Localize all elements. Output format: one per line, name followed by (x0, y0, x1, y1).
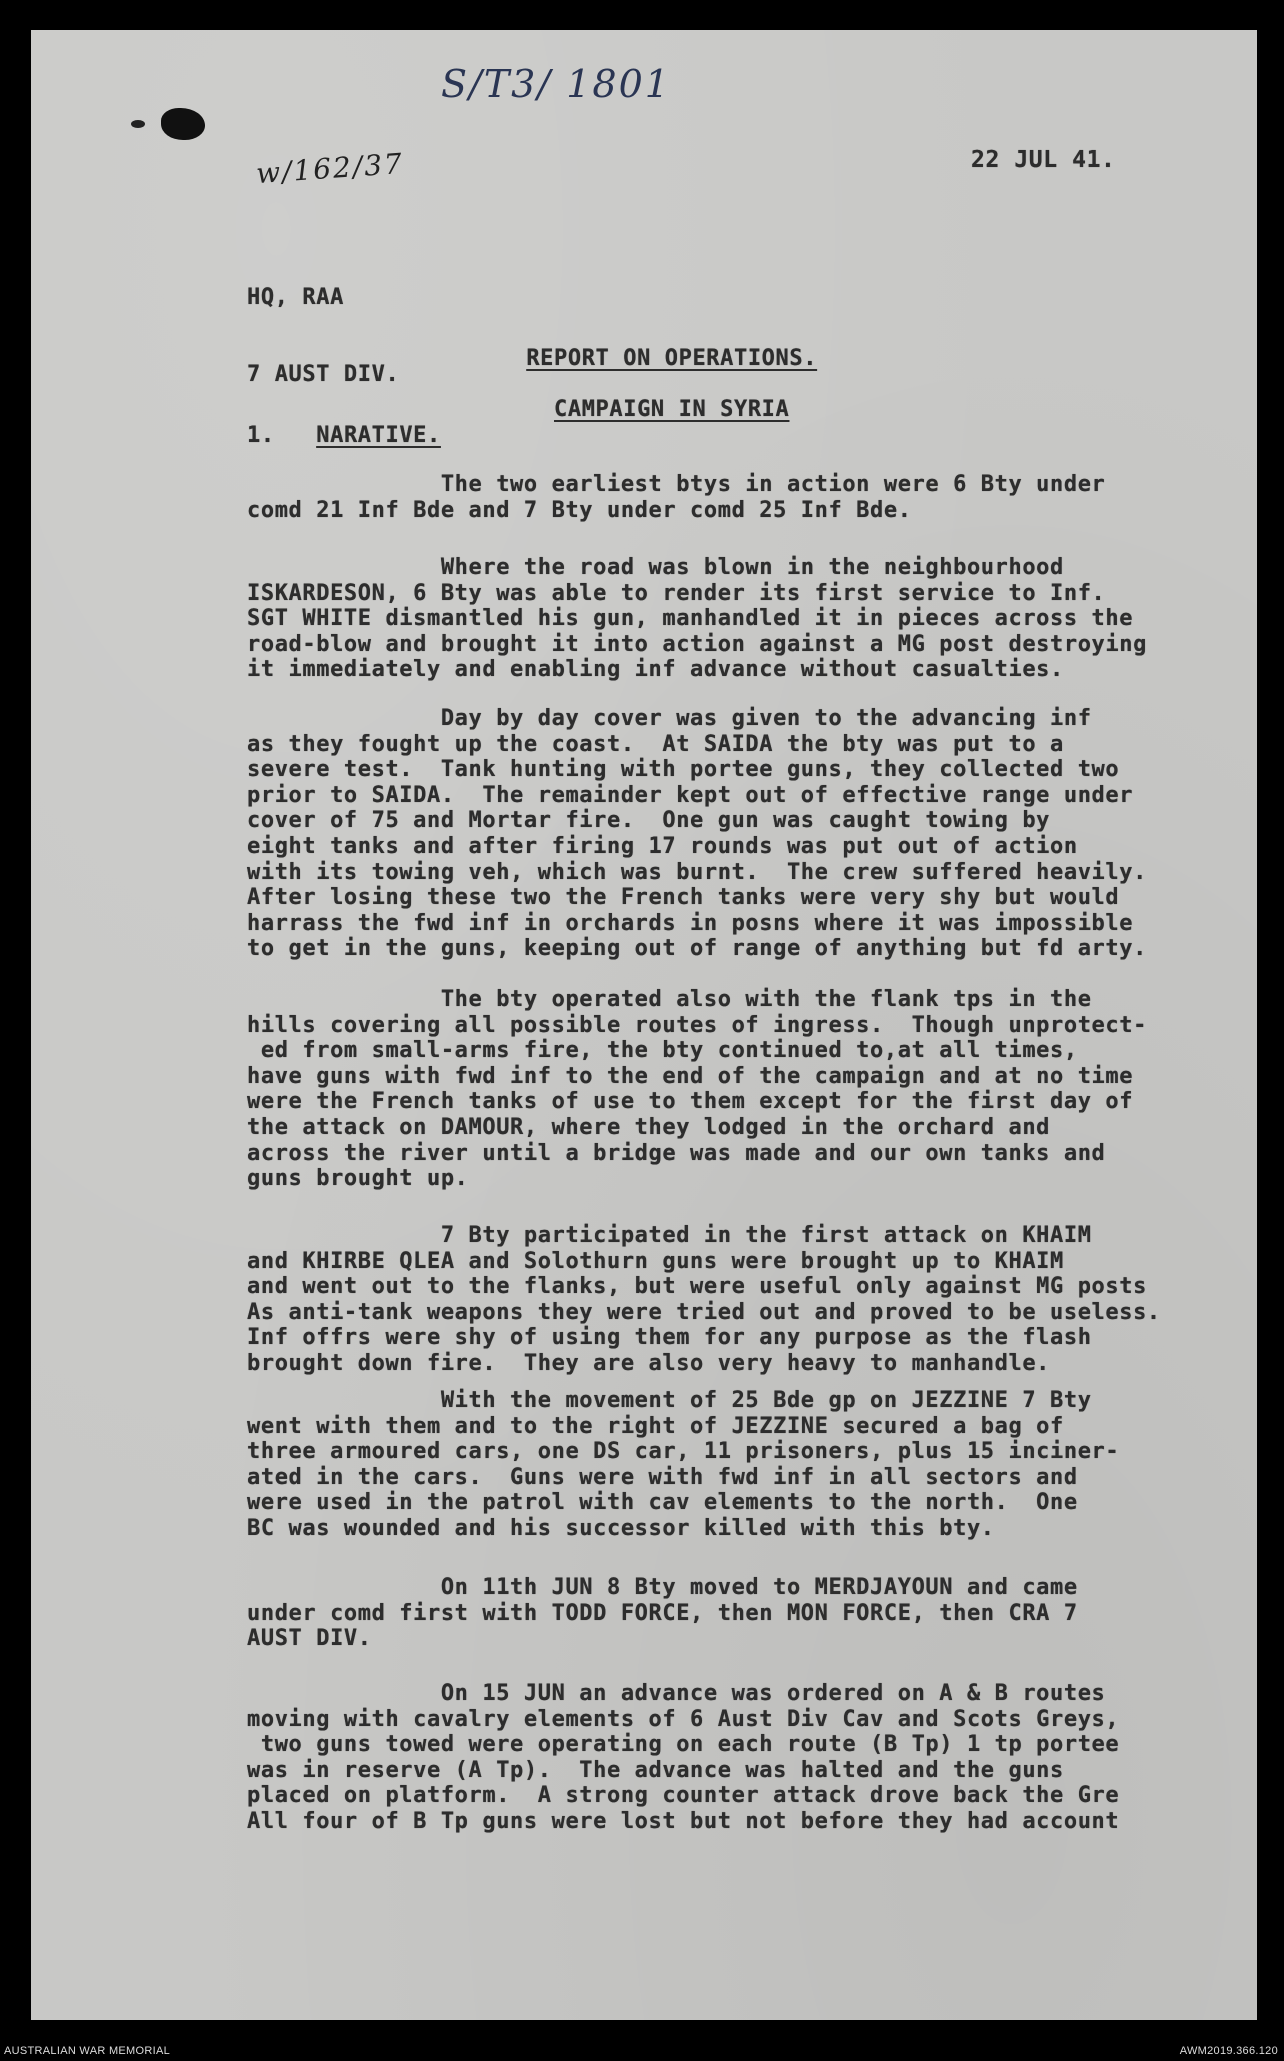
paragraph-line: were the French tanks of use to them except for the first day of (247, 1089, 1134, 1115)
paragraph-line: the attack on DAMOUR, where they lodged in the orchard and (247, 1114, 1051, 1140)
paragraph-line: Where the road was blown in the neighbourhood (247, 555, 1064, 580)
paragraph-line: severe test. Tank hunting with portee guns, they collected two (247, 757, 1120, 783)
paragraph-line: guns brought up. (247, 1166, 469, 1192)
paragraph (247, 706, 1147, 962)
archive-credit: AUSTRALIAN WAR MEMORIAL (4, 2045, 171, 2057)
paragraph-line: With the movement of 25 Bde gp on JEZZINE 7 Bty (247, 1388, 1092, 1413)
paragraph-line: placed on platform. A strong counter attack drove back the Gre (247, 1783, 1120, 1809)
punch-hole (161, 108, 205, 140)
paragraph (247, 472, 1105, 523)
paragraph-line: Day by day cover was given to the advancing inf (247, 706, 1092, 731)
paragraph-line: ed from small-arms fire, the bty continued to,at all times, (247, 1038, 1078, 1064)
paragraph (247, 987, 1147, 1192)
paragraph-line: prior to SAIDA. The remainder kept out of effective range under (247, 782, 1134, 808)
paragraph (247, 555, 1147, 683)
paragraph-line: 7 Bty participated in the first attack on KHAIM (247, 1223, 1092, 1248)
report-subtitle-text: CAMPAIGN IN SYRIA (554, 396, 790, 422)
report-title-text: REPORT ON OPERATIONS. (526, 345, 818, 371)
paragraph (247, 1681, 1119, 1835)
paragraph-line: Inf offrs were shy of using them for any purpose as the flash (247, 1325, 1092, 1351)
paragraph (247, 1223, 1161, 1377)
paragraph-line: BC was wounded and his successor killed with this bty. (247, 1515, 995, 1541)
paragraph-line: it immediately and enabling inf advance without casualties. (247, 657, 1064, 683)
handwritten-reference-side: w/162/37 (255, 146, 405, 191)
paragraph-line: hills covering all possible routes of ingress. Though unprotect- (247, 1012, 1147, 1038)
paragraph-line: AUST DIV. (247, 1626, 372, 1652)
paragraph-line: with its towing veh, which was burnt. The crew suffered heavily. (247, 859, 1147, 885)
paragraph-line: All four of B Tp guns were lost but not before they had account (247, 1808, 1120, 1834)
report-subtitle (31, 371, 1257, 448)
paragraph-line: harrass the fwd inf in orchards in posns where it was impossible (247, 910, 1134, 936)
paragraph-line: have guns with fwd inf to the end of the campaign and at no time (247, 1063, 1134, 1089)
paragraph-line: went with them and to the right of JEZZINE secured a bag of (247, 1413, 1064, 1439)
letter-date: 22 JUL 41. (971, 147, 1116, 173)
paragraph-line: was in reserve (A Tp). The advance was halted and the guns (247, 1757, 1064, 1783)
address-line: 7 AUST DIV. (247, 361, 400, 387)
paragraph-line: SGT WHITE dismantled his gun, manhandled it in pieces across the (247, 606, 1134, 632)
paragraph-line: across the river until a bridge was made and our own tanks and (247, 1140, 1106, 1166)
paragraph-line: as they fought up the coast. At SAIDA the bty was put to a (247, 731, 1064, 757)
paragraph-line: The bty operated also with the flank tps in the (247, 987, 1092, 1012)
paragraph-line: On 11th JUN 8 Bty moved to MERDJAYOUN and came (247, 1575, 1078, 1600)
paragraph (247, 1388, 1119, 1542)
paragraph-line: After losing these two the French tanks were very shy but would (247, 885, 1120, 911)
paragraph-line: moving with cavalry elements of 6 Aust Div Cav and Scots Greys, (247, 1706, 1120, 1732)
paragraph-line: On 15 JUN an advance was ordered on A & B routes (247, 1681, 1106, 1706)
paragraph (247, 1575, 1078, 1652)
paragraph-line: to get in the guns, keeping out of range of anything but fd arty. (247, 936, 1147, 962)
paragraph-line: comd 21 Inf Bde and 7 Bty under comd 25 Inf Bde. (247, 497, 912, 523)
paragraph-line: three armoured cars, one DS car, 11 prisoners, plus 15 inciner- (247, 1439, 1120, 1465)
paragraph-line: eight tanks and after firing 17 rounds was put out of action (247, 833, 1078, 859)
paragraph-line: were used in the patrol with cav elements to the north. One (247, 1490, 1078, 1516)
section-number: 1. (247, 423, 275, 448)
paragraph-line: two guns towed were operating on each route (B Tp) 1 tp portee (247, 1732, 1120, 1758)
paragraph-line: brought down fire. They are also very heavy to manhandle. (247, 1350, 1051, 1376)
punch-hole-fragment (131, 120, 145, 128)
paragraph-line: ated in the cars. Guns were with fwd inf in all sectors and (247, 1464, 1078, 1490)
paragraph-line: As anti-tank weapons they were tried out and proved to be useless. (247, 1299, 1161, 1325)
section-title: NARATIVE. (316, 423, 441, 448)
paragraph-line: cover of 75 and Mortar fire. One gun was caught towing by (247, 808, 1051, 834)
address-line: HQ, RAA (247, 285, 344, 311)
section-heading (247, 423, 441, 449)
paragraph-line: under comd first with TODD FORCE, then MON FORCE, then CRA 7 (247, 1600, 1078, 1626)
paragraph-line: and KHIRBE QLEA and Solothurn guns were brought up to KHAIM (247, 1248, 1064, 1274)
paragraph-line: The two earliest btys in action were 6 Bty under (247, 472, 1106, 497)
document-page (31, 30, 1257, 2020)
paragraph-line: and went out to the flanks, but were useful only against MG posts (247, 1274, 1147, 1300)
paragraph-line: road-blow and brought it into action against a MG post destroying (247, 631, 1147, 657)
handwritten-reference-top: S/T3/ 1801 (441, 62, 671, 106)
paragraph-line: ISKARDESON, 6 Bty was able to render its first service to Inf. (247, 580, 1106, 606)
archive-accession-number: AWM2019.366.120 (1179, 2045, 1278, 2057)
